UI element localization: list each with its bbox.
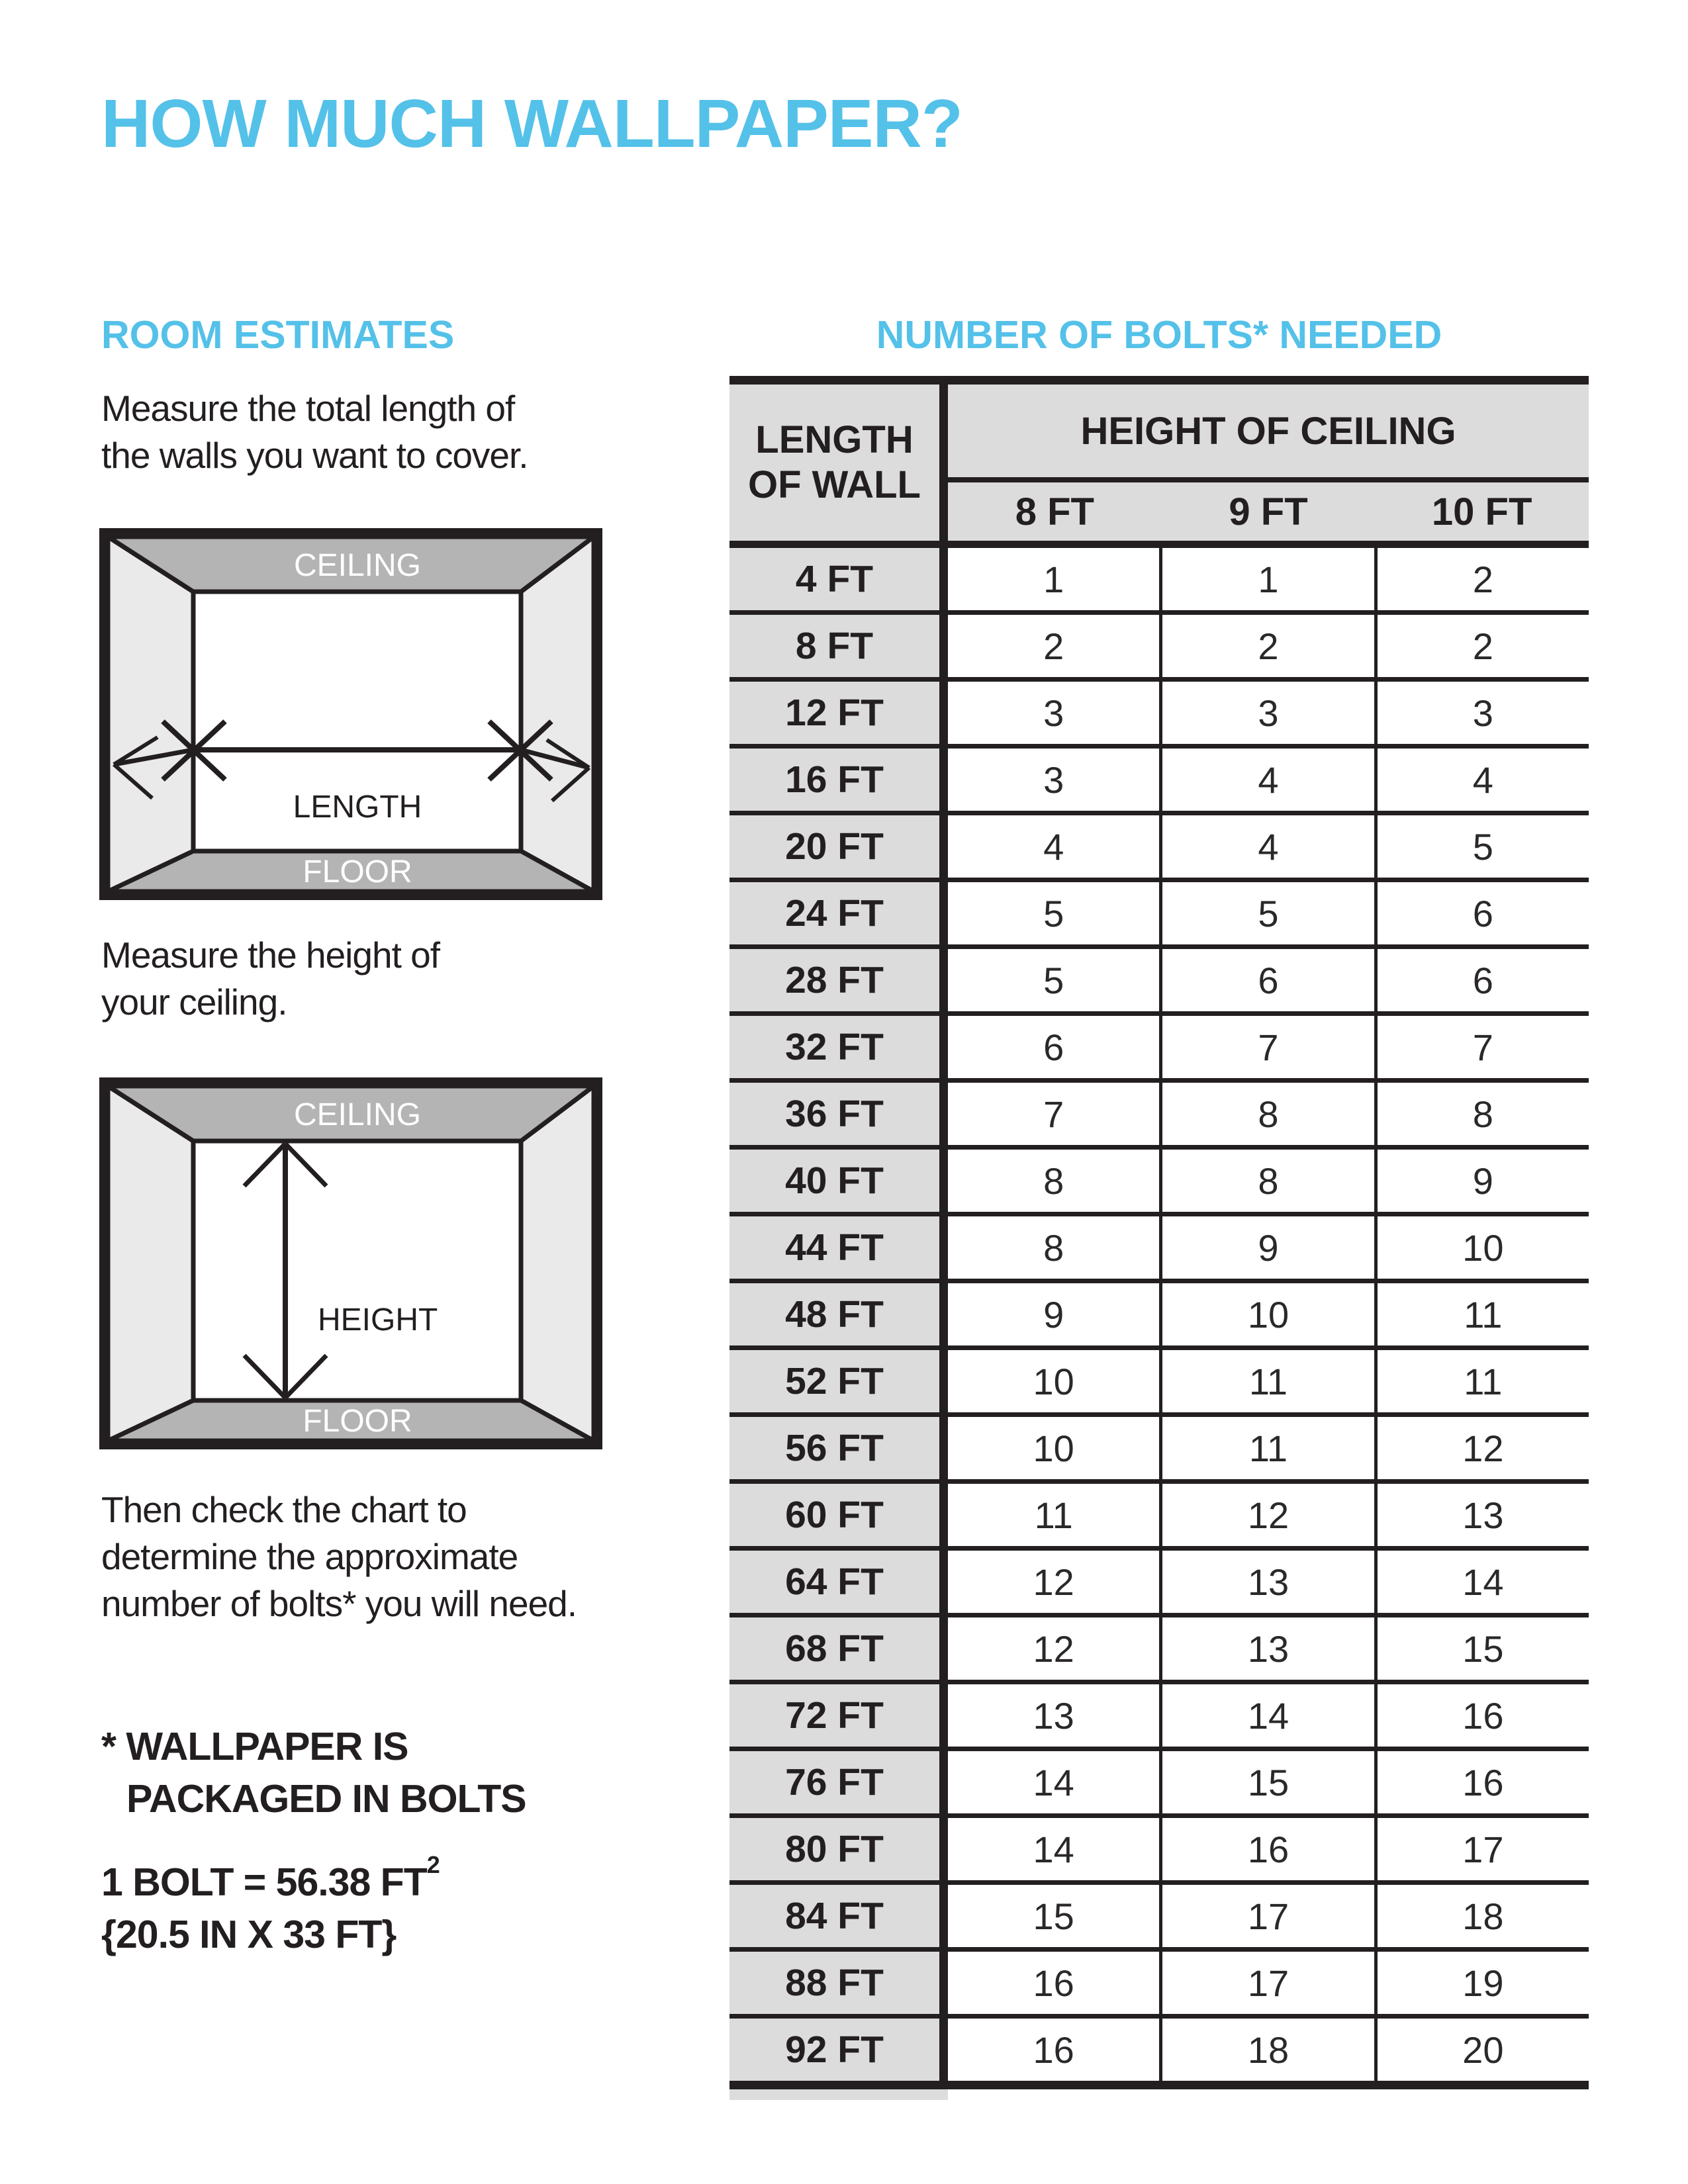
bolt-count-cell: 8 bbox=[1159, 1150, 1374, 1212]
header-divider-rule bbox=[948, 477, 1589, 482]
bolt-count-cell: 19 bbox=[1374, 1952, 1589, 2014]
table-row bbox=[729, 1484, 1589, 1551]
right-wall-shape bbox=[521, 537, 594, 891]
bolt-count-cell: 9 bbox=[1159, 1216, 1374, 1279]
table-row bbox=[729, 1417, 1589, 1484]
column-header-length-of-wall: LENGTH OF WALL bbox=[729, 385, 948, 541]
room-length-diagram bbox=[99, 528, 602, 900]
asterisk: * bbox=[101, 1725, 116, 1768]
table-row bbox=[729, 1818, 1589, 1885]
bolt-count-cell: 1 bbox=[948, 548, 1159, 610]
row-label-wall-length: 60 FT bbox=[729, 1484, 948, 1546]
bolt-count-cell: 13 bbox=[1374, 1484, 1589, 1546]
bolt-count-cell: 6 bbox=[1374, 882, 1589, 944]
table-row bbox=[729, 615, 1589, 682]
row-label-wall-length: 80 FT bbox=[729, 1818, 948, 1880]
section-heading-bolts-needed: NUMBER OF BOLTS* NEEDED bbox=[876, 313, 1442, 357]
table-top-rule bbox=[729, 376, 1589, 385]
ceiling-label: CEILING bbox=[293, 548, 422, 583]
bolt-count-cell: 8 bbox=[948, 1150, 1159, 1212]
bolt-count-cell: 11 bbox=[1374, 1283, 1589, 1345]
table-row bbox=[729, 548, 1589, 615]
bolt-count-cell: 12 bbox=[948, 1617, 1159, 1680]
bolt-count-cell: 5 bbox=[948, 949, 1159, 1011]
paragraph-line: number of bolts* you will need. bbox=[101, 1583, 577, 1624]
bolt-count-cell: 16 bbox=[1159, 1818, 1374, 1880]
header-ceiling-group bbox=[948, 385, 1589, 541]
column-header-8ft: 8 FT bbox=[1015, 490, 1094, 533]
bolt-count-cell: 10 bbox=[948, 1350, 1159, 1412]
bolt-count-cell: 15 bbox=[1374, 1617, 1589, 1680]
bolt-count-cell: 4 bbox=[1374, 749, 1589, 811]
row-label-wall-length: 24 FT bbox=[729, 882, 948, 944]
bolt-count-cell: 17 bbox=[1159, 1952, 1374, 2014]
bolt-count-cell: 15 bbox=[1159, 1751, 1374, 1813]
footnote-line: * WALLPAPER IS bbox=[101, 1725, 408, 1768]
bolt-count-cell: 9 bbox=[1374, 1150, 1589, 1212]
floor-label: FLOOR bbox=[303, 1404, 412, 1439]
bolt-count-cell: 14 bbox=[1374, 1551, 1589, 1613]
row-label-wall-length: 12 FT bbox=[729, 682, 948, 744]
bolt-count-cell: 1 bbox=[1159, 548, 1374, 610]
bolt-count-cell: 16 bbox=[1374, 1751, 1589, 1813]
table-row bbox=[729, 1283, 1589, 1350]
bolt-count-cell: 10 bbox=[1159, 1283, 1374, 1345]
row-label-wall-length: 92 FT bbox=[729, 2019, 948, 2081]
row-label-wall-length: 48 FT bbox=[729, 1283, 948, 1345]
right-wall-shape bbox=[521, 1086, 594, 1441]
row-label-wall-length: 28 FT bbox=[729, 949, 948, 1011]
table-row bbox=[729, 1885, 1589, 1952]
bolt-count-cell: 17 bbox=[1159, 1885, 1374, 1947]
paragraph-check-chart bbox=[101, 1486, 577, 1627]
table-row bbox=[729, 1083, 1589, 1150]
table-row bbox=[729, 1150, 1589, 1216]
bolt-count-cell: 4 bbox=[948, 815, 1159, 878]
bolt-count-cell: 18 bbox=[1159, 2019, 1374, 2081]
bolt-count-cell: 10 bbox=[948, 1417, 1159, 1479]
bolt-count-cell: 7 bbox=[1159, 1016, 1374, 1078]
row-label-wall-length: 56 FT bbox=[729, 1417, 948, 1479]
bolt-count-cell: 3 bbox=[948, 749, 1159, 811]
table-row bbox=[729, 882, 1589, 949]
bolt-count-cell: 3 bbox=[1374, 682, 1589, 744]
bolt-count-cell: 6 bbox=[1374, 949, 1589, 1011]
bolt-count-cell: 17 bbox=[1374, 1818, 1589, 1880]
bolt-count-cell: 16 bbox=[948, 2019, 1159, 2081]
bolt-count-cell: 14 bbox=[948, 1818, 1159, 1880]
table-row bbox=[729, 1016, 1589, 1083]
row-label-wall-length: 64 FT bbox=[729, 1551, 948, 1613]
bolt-count-cell: 11 bbox=[1159, 1417, 1374, 1479]
column-header-10ft: 10 FT bbox=[1431, 490, 1532, 533]
bolt-count-cell: 2 bbox=[1374, 548, 1589, 610]
bolt-count-cell: 5 bbox=[1159, 882, 1374, 944]
bolt-count-cell: 4 bbox=[1159, 749, 1374, 811]
table-bottom-rule bbox=[729, 2081, 1589, 2089]
row-label-wall-length: 84 FT bbox=[729, 1885, 948, 1947]
bolt-count-cell: 3 bbox=[948, 682, 1159, 744]
bolt-count-cell: 16 bbox=[1374, 1684, 1589, 1747]
table-row bbox=[729, 1216, 1589, 1283]
paragraph-measure-height bbox=[101, 932, 440, 1026]
table-row bbox=[729, 1551, 1589, 1617]
table-row bbox=[729, 815, 1589, 882]
bolt-count-cell: 8 bbox=[1159, 1083, 1374, 1145]
table-row bbox=[729, 1350, 1589, 1417]
row-label-wall-length: 72 FT bbox=[729, 1684, 948, 1747]
table-row bbox=[729, 749, 1589, 815]
row-label-wall-length: 52 FT bbox=[729, 1350, 948, 1412]
bolt-count-cell: 14 bbox=[948, 1751, 1159, 1813]
back-wall-shape bbox=[193, 1141, 521, 1400]
row-label-wall-length: 8 FT bbox=[729, 615, 948, 677]
row-label-wall-length: 32 FT bbox=[729, 1016, 948, 1078]
paragraph-line: Measure the total length of bbox=[101, 388, 515, 429]
table-row bbox=[729, 682, 1589, 749]
row-label-wall-length: 36 FT bbox=[729, 1083, 948, 1145]
row-label-wall-length: 76 FT bbox=[729, 1751, 948, 1813]
paragraph-line: the walls you want to cover. bbox=[101, 435, 528, 476]
paragraph-line: Then check the chart to bbox=[101, 1489, 467, 1530]
bolt-count-cell: 7 bbox=[1374, 1016, 1589, 1078]
row-label-wall-length: 44 FT bbox=[729, 1216, 948, 1279]
floor-label: FLOOR bbox=[303, 854, 412, 889]
bolt-count-cell: 10 bbox=[1374, 1216, 1589, 1279]
paragraph-line: determine the approximate bbox=[101, 1536, 518, 1577]
bolt-count-cell: 15 bbox=[948, 1885, 1159, 1947]
bolt-count-cell: 5 bbox=[1374, 815, 1589, 878]
bolt-count-cell: 4 bbox=[1159, 815, 1374, 878]
bolt-count-cell: 13 bbox=[1159, 1551, 1374, 1613]
bolts-table bbox=[729, 376, 1589, 2100]
bolt-count-cell: 13 bbox=[948, 1684, 1159, 1747]
bolt-count-cell: 11 bbox=[948, 1484, 1159, 1546]
table-row bbox=[729, 2019, 1589, 2081]
bolt-count-cell: 6 bbox=[948, 1016, 1159, 1078]
height-label: HEIGHT bbox=[318, 1302, 438, 1338]
bolt-count-cell: 18 bbox=[1374, 1885, 1589, 1947]
bolt-count-cell: 11 bbox=[1374, 1350, 1589, 1412]
footnote-wallpaper-bolts bbox=[101, 1721, 526, 1825]
left-wall-shape bbox=[108, 537, 193, 891]
paragraph-measure-length bbox=[101, 385, 528, 479]
bolt-count-cell: 8 bbox=[1374, 1083, 1589, 1145]
page-title: HOW MUCH WALLPAPER? bbox=[101, 85, 962, 161]
bolt-count-cell: 13 bbox=[1159, 1617, 1374, 1680]
table-body bbox=[729, 548, 1589, 2081]
table-row bbox=[729, 1751, 1589, 1818]
section-heading-room-estimates: ROOM ESTIMATES bbox=[101, 313, 455, 357]
row-label-wall-length: 40 FT bbox=[729, 1150, 948, 1212]
bolt-count-cell: 11 bbox=[1159, 1350, 1374, 1412]
table-row bbox=[729, 1617, 1589, 1684]
ceiling-label: CEILING bbox=[293, 1097, 422, 1132]
bolt-count-cell: 6 bbox=[1159, 949, 1374, 1011]
footnote-line: PACKAGED IN BOLTS bbox=[126, 1777, 526, 1821]
row-label-wall-length: 16 FT bbox=[729, 749, 948, 811]
bolt-count-cell: 2 bbox=[1159, 615, 1374, 677]
length-label: LENGTH bbox=[293, 790, 422, 825]
table-row bbox=[729, 1684, 1589, 1751]
column-header-9ft: 9 FT bbox=[1229, 490, 1308, 533]
bolt-count-cell: 2 bbox=[1374, 615, 1589, 677]
row-label-wall-length: 88 FT bbox=[729, 1952, 948, 2014]
bolt-count-cell: 16 bbox=[948, 1952, 1159, 2014]
bolt-count-cell: 7 bbox=[948, 1083, 1159, 1145]
row-label-wall-length: 68 FT bbox=[729, 1617, 948, 1680]
bolt-count-cell: 8 bbox=[948, 1216, 1159, 1279]
sub-header-row bbox=[948, 482, 1589, 541]
bolt-count-cell: 5 bbox=[948, 882, 1159, 944]
label-column-stub bbox=[729, 2089, 948, 2100]
bolt-size-line: {20.5 IN X 33 FT} bbox=[101, 1913, 397, 1956]
bolt-count-cell: 14 bbox=[1159, 1684, 1374, 1747]
room-height-diagram bbox=[99, 1077, 602, 1449]
column-group-header-height-of-ceiling: HEIGHT OF CEILING bbox=[948, 385, 1589, 477]
table-header bbox=[729, 385, 1589, 541]
table-row bbox=[729, 1952, 1589, 2019]
bolt-size-line: 1 BOLT = 56.38 $FT^2$ bbox=[101, 1851, 440, 1904]
bolt-count-cell: 12 bbox=[1374, 1417, 1589, 1479]
header-bottom-rule bbox=[729, 541, 1589, 548]
paragraph-line: your ceiling. bbox=[101, 981, 287, 1023]
bolt-count-cell: 2 bbox=[948, 615, 1159, 677]
bolt-size-note bbox=[101, 1839, 440, 1961]
row-label-wall-length: 4 FT bbox=[729, 548, 948, 610]
row-label-wall-length: 20 FT bbox=[729, 815, 948, 878]
bolt-count-cell: 9 bbox=[948, 1283, 1159, 1345]
left-wall-shape bbox=[108, 1086, 193, 1441]
bolt-count-cell: 12 bbox=[948, 1551, 1159, 1613]
bolt-count-cell: 3 bbox=[1159, 682, 1374, 744]
bolt-count-cell: 20 bbox=[1374, 2019, 1589, 2081]
paragraph-line: Measure the height of bbox=[101, 934, 440, 976]
table-row bbox=[729, 949, 1589, 1016]
bolt-count-cell: 12 bbox=[1159, 1484, 1374, 1546]
superscript-2: 2 bbox=[426, 1851, 440, 1878]
